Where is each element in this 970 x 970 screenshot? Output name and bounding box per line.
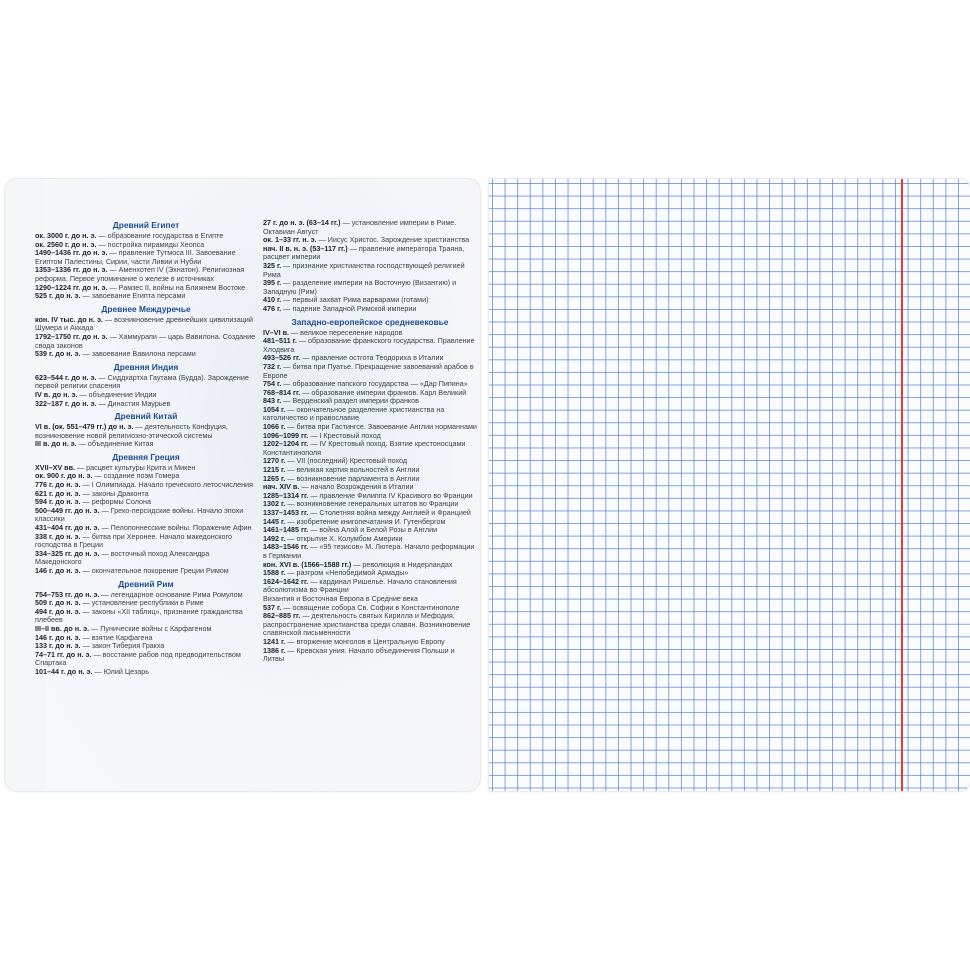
entry-text: — завоевание Египта персами [80, 291, 186, 301]
entry-text: — великая хартия вольностей в Англии [285, 465, 420, 475]
entry-date: 1353–1336 гг. до н. э. [35, 265, 108, 275]
entry-text: — образование империи франков. Карл Великий [300, 387, 467, 397]
entry-text: — Династия Маурьев [96, 398, 171, 408]
entry-date: 843 г. [263, 396, 282, 406]
entry-date: 325 г. [263, 260, 282, 270]
entry-date: IV в. до н. э. [35, 389, 78, 399]
timeline-entry [35, 550, 257, 567]
entry-date: нач. II в. н. э. (53–117 гг.) [263, 243, 348, 253]
timeline-entry [263, 363, 477, 380]
entry-date: 537 г. [263, 602, 282, 612]
entry-date: 1483–1546 гг. [263, 542, 309, 552]
entry-date: 493–526 гг. [263, 353, 301, 363]
entry-date: кон. IV тыс. до н. э. [35, 314, 103, 324]
subsection-label: Византия и Восточная Европа в Средние века [263, 593, 418, 603]
entry-text: — Пелопоннесские войны. Поражение Афин [99, 523, 252, 533]
entry-date: 621 г. до н. э. [35, 488, 81, 498]
entry-date: 395 г. [263, 278, 282, 288]
entry-text: — Юлий Цезарь [92, 666, 150, 676]
entry-text: — завоевание Вавилона персами [80, 349, 196, 359]
entry-text: — кардинал Ришелье. Начало становления абсолютизма во Франции [263, 576, 457, 595]
entry-text: — закон Тиберия Гракха [80, 641, 165, 651]
entry-text: — постройка пирамиды Хеопса [96, 239, 205, 249]
entry-text: — установление республики в Риме [80, 598, 204, 608]
entry-date: нач. XIV в. [263, 482, 300, 492]
entry-text: — изобретение книгопечатания И. Гутенбергом [285, 516, 446, 526]
entry-text: — Сиддхартха Гаутама (Будда). Зарождение первой религии спасения [35, 372, 249, 391]
timeline-entry [35, 440, 257, 449]
timeline-entry [263, 262, 477, 279]
entry-date: 1215 г. [263, 465, 286, 475]
entry-text: — освящение собора Св. Софии в Константинополе [281, 602, 460, 612]
entry-text: — образование папского государства — «Дар Пипина» [281, 379, 468, 389]
entry-date: 322–187 г. до н. э. [35, 398, 97, 408]
entry-text: — Верденский раздел империи франков [281, 396, 419, 406]
entry-text: — вторжение монголов в Центральную Европу [285, 636, 445, 646]
entry-text: — реформы Солона [80, 497, 151, 507]
entry-date: III в. до н. э. [35, 439, 77, 449]
entry-date: 623–544 г. до н. э. [35, 372, 97, 382]
timeline-entry [35, 374, 257, 391]
entry-text: — VII (последний) Крестовый поход [285, 456, 408, 466]
entry-date: 862–885 гг. [263, 611, 301, 621]
timeline-entry [35, 249, 257, 266]
entry-text: — законы «XII таблиц», признание гражданства плебеев [35, 606, 243, 625]
timeline-column-left [35, 217, 257, 677]
entry-date: 754–753 гг. до н. э. [35, 589, 100, 599]
entry-text: — I Олимпиада. Начало греческого летосчисления [80, 480, 253, 490]
entry-date: 1066 г. [263, 422, 286, 432]
timeline-entry [263, 647, 477, 664]
entry-text: — битва при Пуатье. Прекращение завоеваний арабов в Европе [263, 361, 474, 380]
entry-text: — революция в Нидерландах [351, 559, 453, 569]
entry-text: — объединение Индии [77, 389, 157, 399]
entry-date: 1337–1453 гг. [263, 508, 309, 517]
right-page-grid [489, 179, 970, 791]
entry-text: — разгром «Непобедимой Армады» [285, 568, 409, 578]
entry-text: — объединение Китая [76, 439, 154, 449]
entry-date: 1265 г. [263, 473, 286, 483]
timeline-entry [263, 543, 477, 560]
timeline-entry [35, 533, 257, 550]
entry-text: — правление Тутмоса III. Завоевание Египтом Палестины, Сирии, части Ливии и Нубии [35, 248, 236, 266]
entry-date: 732 г. [263, 361, 282, 371]
entry-date: 1792–1750 гг. до н. э. [35, 331, 108, 341]
entry-text: — легендарное основание Рима Ромулом [99, 589, 243, 599]
entry-date: VI в. (ок. 551–479 гг.) до н. э. [35, 422, 134, 432]
entry-text: — окончательное разделение христианства на католичество и православие [263, 404, 445, 423]
timeline-entry [263, 305, 477, 314]
section-title: Древний Рим [118, 578, 174, 589]
entry-text: — взятие Карфагена [80, 632, 153, 642]
entry-date: 133 г. до н. э. [35, 641, 81, 651]
entry-date: 754 г. [263, 379, 282, 389]
entry-text: — Кревская уния. Начало объединения Польши и Литвы [263, 645, 455, 664]
entry-date: 1588 г. [263, 568, 286, 578]
timeline-entry [35, 567, 257, 576]
timeline-entry [263, 406, 477, 423]
timeline-entry [35, 423, 257, 440]
entry-date: ок. 900 г. до н. э. [35, 471, 93, 481]
entry-text: — образование государства в Египте [96, 231, 224, 240]
entry-text: — деятельность Конфуция, возникновение новой религиозно-этической системы [35, 422, 228, 440]
timeline-entry [35, 400, 257, 409]
entry-text: — «95 тезисов» М. Лютера. Начало реформации в Германии [263, 542, 475, 560]
entry-date: 494 г. до н. э. [35, 606, 81, 616]
entry-text: — битва при Гастингсе. Завоевание Англии норманнами [285, 422, 477, 432]
entry-date: 768–814 гг. [263, 387, 301, 397]
entry-date: 1270 г. [263, 456, 286, 466]
timeline-column-right [263, 219, 477, 664]
entry-date: 334–325 гг. до н. э. [35, 548, 100, 558]
entry-date: 27 г. до н. э. (63–14 гг.) [263, 218, 341, 227]
entry-date: ок. 3000 г. до н. э. [35, 231, 97, 240]
entry-text: — восточный поход Александра Македонского [35, 548, 210, 567]
entry-date: 481–511 г. [263, 336, 297, 346]
entry-date: 1096–1099 гг. [263, 430, 309, 440]
entry-text: — создание поэм Гомера [92, 471, 180, 481]
entry-date: 1285–1314 гг. [263, 490, 309, 500]
timeline-entry [35, 266, 257, 283]
entry-text: — Аменхотеп IV (Эхнатон). Религиозная реформа. Первое упоминание о железе в источниках [35, 265, 245, 283]
entry-date: 1202–1204 гг. [263, 439, 309, 449]
entry-text: — правление Филиппа IV Красивого во Франции [308, 490, 473, 500]
entry-date: 431–404 гг. до н. э. [35, 523, 100, 533]
section-title: Древний Египет [112, 220, 180, 230]
entry-date: XVII–XV вв. [35, 462, 75, 472]
entry-date: 500–449 гг. до н. э. [35, 505, 100, 515]
entry-date: 410 г. [263, 295, 282, 305]
entry-text: — окончательное покорение Греции Римом [80, 566, 229, 575]
entry-date: 101–44 г. до н. э. [35, 666, 93, 676]
timeline-entry [35, 507, 257, 524]
timeline-entry [263, 440, 477, 457]
timeline-entry [35, 333, 257, 350]
entry-text: — I Крестовый поход [308, 430, 381, 440]
entry-date: 146 г. до н. э. [35, 632, 81, 642]
entry-text: — великое переселение народов [289, 327, 403, 337]
entry-text: — образование франкского государства. Правление Хлодвига [263, 336, 475, 354]
entry-text: — война Алой и Белой Розы в Англии [308, 525, 438, 535]
entry-date: 1290–1224 гг. до н. э. [35, 282, 108, 292]
entry-date: 525 г. до н. э. [35, 291, 81, 301]
section-title: Древняя Греция [112, 451, 180, 462]
entry-text: — Иисус Христос. Зарождение христианства [316, 235, 470, 245]
entry-date: 776 г. до н. э. [35, 480, 81, 490]
entry-date: 146 г. до н. э. [35, 566, 81, 575]
entry-text: — возникновение генеральных штатов во Франции [285, 499, 459, 509]
entry-date: 338 г. до н. э. [35, 531, 81, 541]
entry-date: 594 г. до н. э. [35, 497, 81, 507]
entry-date: 509 г. до н. э. [35, 598, 81, 608]
section-title: Древняя Индия [113, 361, 179, 372]
entry-date: кон. XVI в. (1566–1588 гг.) [263, 559, 352, 569]
timeline-entry [35, 316, 257, 333]
section-title: Западно-европейское средневековье [291, 316, 449, 327]
entry-date: 1386 г. [263, 645, 286, 655]
entry-text: — падение Западной Римской империи [281, 303, 417, 313]
entry-date: ок. 2560 г. до н. э. [35, 239, 97, 249]
timeline-entry [263, 245, 477, 262]
timeline-entry [35, 651, 257, 668]
entry-text: — начало Возрождения в Италии [299, 482, 414, 492]
red-margin-line [901, 179, 903, 791]
entry-date: 539 г. до н. э. [35, 349, 81, 359]
timeline-entry [263, 279, 477, 296]
entry-date: 1302 г. [263, 499, 286, 509]
entry-text: — законы Драконта [80, 488, 149, 498]
entry-text: — правление императора Траяна, расцвет империи [263, 243, 465, 262]
entry-text: — Греко-персидские войны. Начало эпохи классики [35, 505, 244, 524]
entry-text: — возникновение древнейших цивилизаций Шумера и Аккада [35, 314, 253, 333]
entry-date: 1241 г. [263, 636, 286, 646]
entry-date: 1624–1642 гг. [263, 576, 309, 586]
entry-text: — расцвет культуры Крита и Микен [75, 462, 196, 472]
entry-text: — Столетняя война между Англией и Францией [308, 508, 471, 517]
entry-date: III–II вв. до н. э. [35, 623, 90, 633]
entry-date: 74–71 гг. до н. э. [35, 649, 92, 659]
section-title: Древнее Междуречье [101, 303, 191, 314]
timeline-entry [263, 578, 477, 595]
entry-date: 1461–1485 гг. [263, 525, 309, 535]
entry-text: — IV Крестовый поход. Взятие крестоносцами Константинополя [263, 439, 466, 457]
timeline-entry [35, 350, 257, 359]
entry-text: — Хаммурапи — царь Вавилона. Создание свода законов [35, 331, 256, 350]
entry-date: ок. 1–33 гг. н. э. [263, 235, 317, 245]
entry-text: — открытие Х. Колумбом Америки [285, 533, 403, 543]
entry-date: 1054 г. [263, 404, 286, 414]
entry-date: IV–VI в. [263, 327, 289, 337]
entry-text: — признание христианства господствующей религией Рима [263, 260, 465, 279]
entry-date: 476 г. [263, 303, 282, 313]
entry-text: — битва при Херонее. Начало македонского господства в Греции [35, 531, 232, 550]
entry-text: — первый захват Рима варварами (готами) [281, 295, 429, 305]
entry-text: — Пунические войны с Карфагеном [89, 623, 212, 633]
timeline-entry [35, 608, 257, 625]
entry-date: 1445 г. [263, 516, 286, 526]
timeline-entry [263, 612, 477, 638]
entry-text: — установление империи в Риме. Октавиан Август [263, 218, 457, 236]
entry-text: — восстание рабов под предводительством Спартака [35, 649, 241, 668]
timeline-entry [35, 292, 257, 301]
entry-text: — возникновение парламента в Англии [285, 473, 420, 483]
timeline-entry [263, 337, 477, 354]
section-title: Древний Китай [114, 411, 178, 422]
left-page-timeline [5, 179, 480, 791]
entry-date: 1492 г. [263, 533, 286, 543]
timeline-entry [263, 219, 477, 236]
entry-text: — правление остгота Теодориха в Италии [300, 353, 444, 363]
entry-date: 1490–1436 гг. до н. э. [35, 248, 108, 258]
timeline-entry [35, 668, 257, 677]
entry-text: — разделение империи на Восточную (Византию) и Западную (Рим) [263, 278, 457, 296]
entry-text: — деятельность святых Кирилла и Мефодия, распространение христианства среди славян. Возникновение славянской письменности [263, 611, 471, 638]
entry-text: — Рамзес II, войны на Ближнем Востоке [107, 282, 246, 292]
